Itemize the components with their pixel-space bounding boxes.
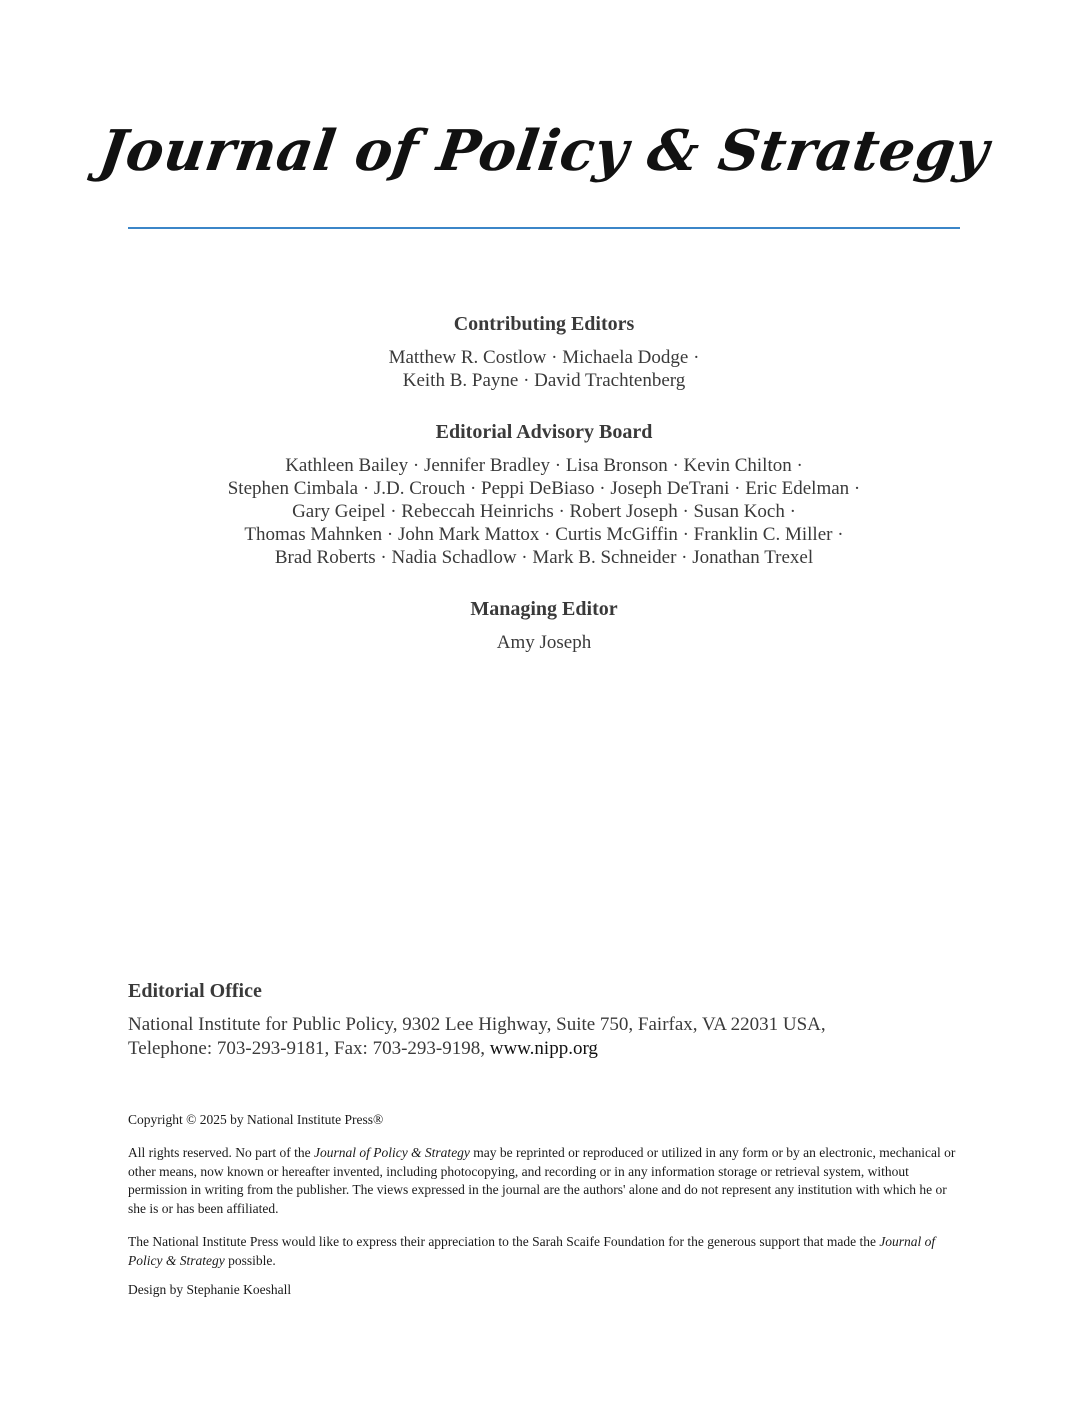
editor-line: Matthew R. Costlow · Michaela Dodge · [388,347,700,368]
address-line: National Institute for Public Policy, 9302 Lee Highway, Suite 750, Fairfax, VA 22031 USA, [128,1014,826,1035]
advisory-board-section [0,420,1088,569]
journal-title: Journal of Policy & Strategy [94,118,994,184]
editorial-office-heading: Editorial Office [128,980,262,1002]
rights-text-end: may be reprinted or reproduced or utilized in any form or by an electronic, mechanical or other means, now known or hereafter invented, including photocopying, and recording or in any information storage or retrieval system, without permission in writing from the publisher. The views expressed in the journal are the authors' alone and do not represent any institution with which he or she is or has been affiliated. [128,1145,956,1216]
thanks-journal-title: Journal of Policy & Strategy [128,1234,936,1268]
board-line: Stephen Cimbala · J.D. Crouch · Peppi DeBiaso · Joseph DeTrani · Eric Edelman · [227,478,861,499]
editorial-office-section [128,979,960,1061]
advisory-board-heading: Editorial Advisory Board [435,421,653,443]
contact-line [128,1037,960,1061]
managing-editor-list [0,631,1088,654]
contributing-editors-list [0,346,1088,392]
board-line: Gary Geipel · Rebeccah Heinrichs · Robert Joseph · Susan Koch · [292,501,796,522]
rights-paragraph [128,1144,960,1218]
acknowledgement-paragraph [128,1233,960,1270]
contributing-editors-heading: Contributing Editors [453,313,635,335]
managing-editor-name: Amy Joseph [496,632,592,653]
editorial-office-address [128,1013,960,1061]
thanks-text-start: The National Institute Press would like to express their appreciation to the Sarah Scaife Foundation for the generous support that made the [128,1234,880,1249]
rights-journal-title: Journal of Policy & Strategy [313,1145,470,1160]
board-line: Thomas Mahnken · John Mark Mattox · Curtis McGiffin · Franklin C. Miller · [244,524,844,545]
contributing-editors-section [0,312,1088,392]
advisory-board-list [0,454,1088,569]
editor-line: Keith B. Payne · David Trachtenberg [402,370,686,391]
rights-text-start: All rights reserved. No part of the [128,1145,314,1160]
copyright-notice: Copyright © 2025 by National Institute Press® [128,1112,384,1127]
thanks-text-end: possible. [224,1252,276,1268]
board-line: Kathleen Bailey · Jennifer Bradley · Lisa Bronson · Kevin Chilton · [285,455,803,476]
managing-editor-heading: Managing Editor [470,598,618,620]
managing-editor-section [0,597,1088,654]
design-credit: Design by Stephanie Koeshall [128,1282,292,1297]
board-line: Brad Roberts · Nadia Schadlow · Mark B. Schneider · Jonathan Trexel [274,547,814,568]
phone-fax: Telephone: 703-293-9181, Fax: 703-293-9198, [128,1038,490,1059]
website-link[interactable]: www.nipp.org [489,1038,598,1059]
title-rule [128,227,960,229]
